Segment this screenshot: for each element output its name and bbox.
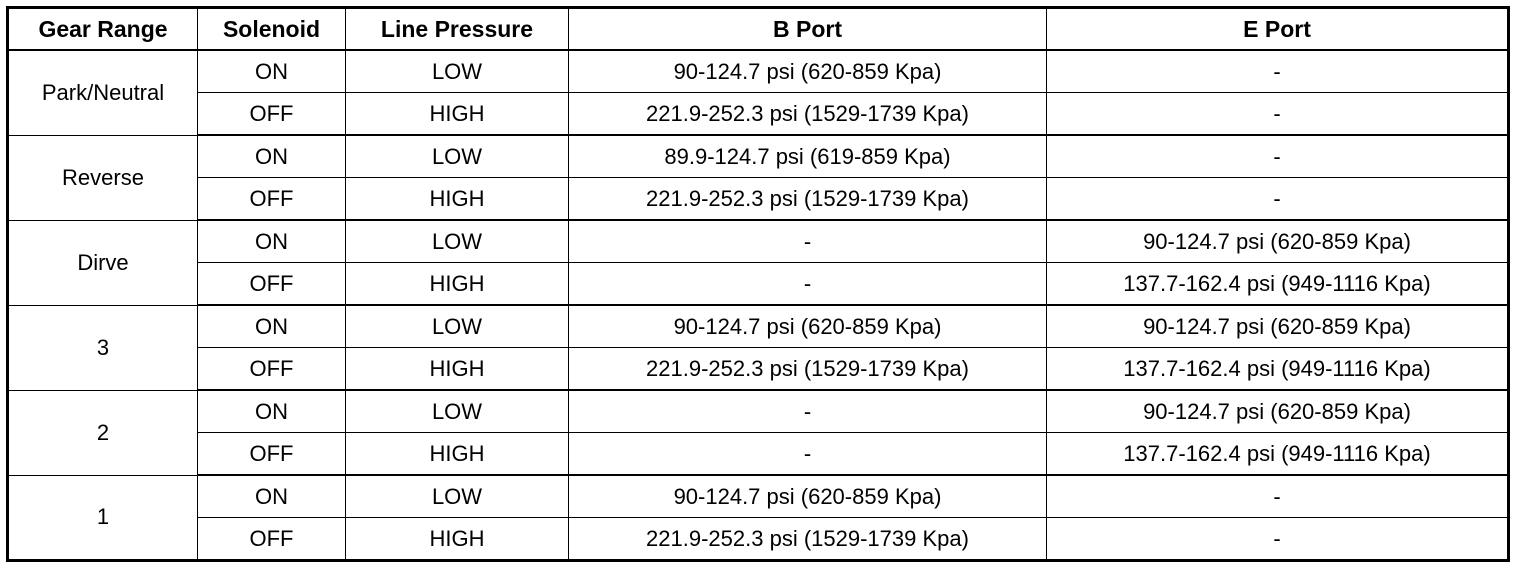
table-row — [8, 178, 1509, 221]
solenoid-cell: ON — [198, 305, 346, 348]
table-row — [8, 263, 1509, 306]
e-port-cell: - — [1047, 178, 1509, 221]
b-port-cell: - — [569, 390, 1047, 433]
solenoid-cell: ON — [198, 220, 346, 263]
gear-range-cell: Dirve — [8, 220, 198, 305]
header-line-pressure: Line Pressure — [346, 8, 569, 51]
e-port-cell: 137.7-162.4 psi (949-1116 Kpa) — [1047, 348, 1509, 391]
line-pressure-cell: HIGH — [346, 518, 569, 561]
table-row — [8, 475, 1509, 518]
table-row — [8, 135, 1509, 178]
header-gear-range: Gear Range — [8, 8, 198, 51]
e-port-cell: 137.7-162.4 psi (949-1116 Kpa) — [1047, 433, 1509, 476]
line-pressure-cell: HIGH — [346, 433, 569, 476]
e-port-cell: - — [1047, 135, 1509, 178]
line-pressure-table — [6, 6, 1510, 562]
b-port-cell: - — [569, 433, 1047, 476]
gear-range-cell: Park/Neutral — [8, 50, 198, 135]
gear-range-cell: 3 — [8, 305, 198, 390]
line-pressure-cell: HIGH — [346, 93, 569, 136]
header-row — [8, 8, 1509, 51]
table-row — [8, 518, 1509, 561]
solenoid-cell: ON — [198, 135, 346, 178]
b-port-cell: 90-124.7 psi (620-859 Kpa) — [569, 50, 1047, 93]
b-port-cell: 89.9-124.7 psi (619-859 Kpa) — [569, 135, 1047, 178]
header-b-port: B Port — [569, 8, 1047, 51]
b-port-cell: - — [569, 263, 1047, 306]
e-port-cell: 90-124.7 psi (620-859 Kpa) — [1047, 220, 1509, 263]
e-port-cell: 90-124.7 psi (620-859 Kpa) — [1047, 390, 1509, 433]
table-row — [8, 348, 1509, 391]
e-port-cell: 90-124.7 psi (620-859 Kpa) — [1047, 305, 1509, 348]
b-port-cell: 221.9-252.3 psi (1529-1739 Kpa) — [569, 178, 1047, 221]
table-row — [8, 50, 1509, 93]
e-port-cell: - — [1047, 475, 1509, 518]
line-pressure-cell: HIGH — [346, 348, 569, 391]
table-row — [8, 93, 1509, 136]
line-pressure-cell: LOW — [346, 50, 569, 93]
solenoid-cell: ON — [198, 390, 346, 433]
table-row — [8, 220, 1509, 263]
line-pressure-cell: LOW — [346, 305, 569, 348]
solenoid-cell: OFF — [198, 263, 346, 306]
b-port-cell: 221.9-252.3 psi (1529-1739 Kpa) — [569, 93, 1047, 136]
e-port-cell: - — [1047, 93, 1509, 136]
solenoid-cell: ON — [198, 50, 346, 93]
b-port-cell: - — [569, 220, 1047, 263]
table-row — [8, 433, 1509, 476]
line-pressure-cell: LOW — [346, 475, 569, 518]
table-row — [8, 305, 1509, 348]
gear-range-cell: Reverse — [8, 135, 198, 220]
b-port-cell: 90-124.7 psi (620-859 Kpa) — [569, 305, 1047, 348]
b-port-cell: 221.9-252.3 psi (1529-1739 Kpa) — [569, 518, 1047, 561]
table-row — [8, 390, 1509, 433]
line-pressure-cell: HIGH — [346, 178, 569, 221]
solenoid-cell: OFF — [198, 93, 346, 136]
solenoid-cell: OFF — [198, 178, 346, 221]
b-port-cell: 221.9-252.3 psi (1529-1739 Kpa) — [569, 348, 1047, 391]
b-port-cell: 90-124.7 psi (620-859 Kpa) — [569, 475, 1047, 518]
table-body — [8, 50, 1509, 561]
header-e-port: E Port — [1047, 8, 1509, 51]
line-pressure-cell: LOW — [346, 135, 569, 178]
gear-range-cell: 2 — [8, 390, 198, 475]
e-port-cell: - — [1047, 50, 1509, 93]
solenoid-cell: OFF — [198, 348, 346, 391]
line-pressure-cell: LOW — [346, 390, 569, 433]
solenoid-cell: OFF — [198, 433, 346, 476]
line-pressure-cell: LOW — [346, 220, 569, 263]
e-port-cell: 137.7-162.4 psi (949-1116 Kpa) — [1047, 263, 1509, 306]
solenoid-cell: ON — [198, 475, 346, 518]
solenoid-cell: OFF — [198, 518, 346, 561]
gear-range-cell: 1 — [8, 475, 198, 561]
line-pressure-cell: HIGH — [346, 263, 569, 306]
e-port-cell: - — [1047, 518, 1509, 561]
header-solenoid: Solenoid — [198, 8, 346, 51]
